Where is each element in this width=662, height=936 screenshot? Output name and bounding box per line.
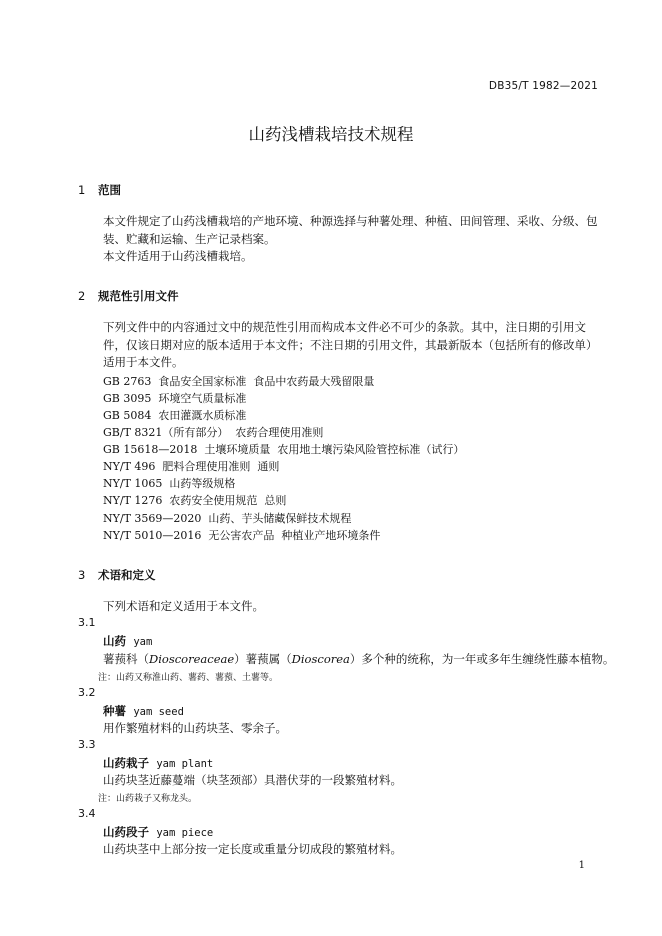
reference-item: GB 15618—2018 土壤环境质量 农用地土壤污染风险管控标准（试行） [103, 443, 465, 456]
term-english: yam piece [156, 827, 214, 839]
definition-text: ）薯蓣属（ [234, 652, 292, 666]
term-chinese: 山药段子 [103, 825, 149, 839]
section-heading-1 [78, 182, 121, 198]
section-number: 2 [78, 289, 86, 303]
section-heading-3 [78, 567, 156, 583]
term-number: 3.3 [78, 738, 96, 751]
section-heading-2 [78, 288, 179, 304]
term-note [98, 670, 278, 683]
section-number: 1 [78, 183, 86, 197]
reference-item: GB 5084 农田灌溉水质标准 [103, 409, 247, 422]
reference-item: NY/T 1065 山药等级规格 [103, 477, 236, 490]
standard-number: DB35/T 1982—2021 [488, 80, 598, 92]
term-definition: 山药块茎近藤蔓端（块茎颈部）具潜伏芽的一段繁殖材料。 [103, 773, 402, 787]
term-heading [103, 755, 213, 771]
reference-item: NY/T 496 肥料合理使用准则 通则 [103, 460, 280, 473]
term-definition: 山药块茎中上部分按一定长度或重量分切成段的繁殖材料。 [103, 842, 402, 856]
paragraph-text: 本文件适用于山药浅槽栽培。 [103, 249, 253, 263]
term-chinese: 山药 [103, 634, 126, 648]
term-heading [103, 703, 184, 719]
reference-item: NY/T 5010—2016 无公害农产品 种植业产地环境条件 [103, 529, 381, 542]
term-number: 3.4 [78, 807, 96, 820]
note-label: 注： [98, 673, 117, 683]
term-english: yam [133, 636, 153, 648]
term-definition: 用作繁殖材料的山药块茎、零余子。 [103, 721, 287, 735]
reference-item: NY/T 1276 农药安全使用规范 总则 [103, 494, 287, 507]
section-title: 规范性引用文件 [98, 289, 179, 303]
term-note [98, 791, 197, 804]
note-label: 注： [98, 794, 117, 804]
definition-text: ）多个种的统称，为一年或多年生缠绕性藤本植物。 [349, 652, 615, 666]
term-heading [103, 824, 213, 840]
term-heading [103, 633, 152, 649]
term-definition [103, 651, 614, 667]
reference-item: GB 3095 环境空气质量标准 [103, 392, 247, 405]
references-intro [78, 319, 598, 372]
term-chinese: 种薯 [103, 704, 126, 718]
term-number: 3.2 [78, 686, 96, 699]
note-text: 山药又称淮山药、薯药、薯蓣、土薯等。 [116, 673, 279, 683]
paragraph-text: 本文件规定了山药浅槽栽培的产地环境、种源选择与种薯处理、种植、田间管理、采收、分级、包装、贮藏和运输、生产记录档案。 [103, 214, 598, 246]
term-chinese: 山药栽子 [103, 756, 149, 770]
latin-name: Dioscorea [291, 652, 350, 666]
reference-item: NY/T 3569—2020 山药、芋头储藏保鲜技术规程 [103, 512, 352, 525]
document-title: 山药浅槽栽培技术规程 [248, 125, 414, 144]
paragraph-text: 下列文件中的内容通过文中的规范性引用而构成本文件必不可少的条款。其中，注日期的引用文件，仅该日期对应的版本适用于本文件；不注日期的引用文件，其最新版本（包括所有的修改单）适用于本文件。 [103, 320, 598, 369]
note-text: 山药栽子又称龙头。 [116, 794, 198, 804]
section-title: 术语和定义 [98, 568, 156, 582]
section-title: 范围 [98, 183, 121, 197]
scope-paragraph [78, 213, 598, 248]
reference-item: GB/T 8321（所有部分） 农药合理使用准则 [103, 426, 324, 439]
reference-item: GB 2763 食品安全国家标准 食品中农药最大残留限量 [103, 375, 375, 388]
term-number: 3.1 [78, 616, 96, 629]
definition-text: 薯蓣科（ [103, 652, 149, 666]
scope-applicability [78, 248, 598, 266]
term-english: yam seed [133, 706, 184, 718]
latin-name: Dioscoreaceae [149, 652, 235, 666]
terms-intro [78, 598, 598, 616]
section-number: 3 [78, 568, 86, 582]
page-number: 1 [578, 860, 585, 871]
paragraph-text: 下列术语和定义适用于本文件。 [103, 599, 264, 613]
term-english: yam plant [156, 758, 214, 770]
